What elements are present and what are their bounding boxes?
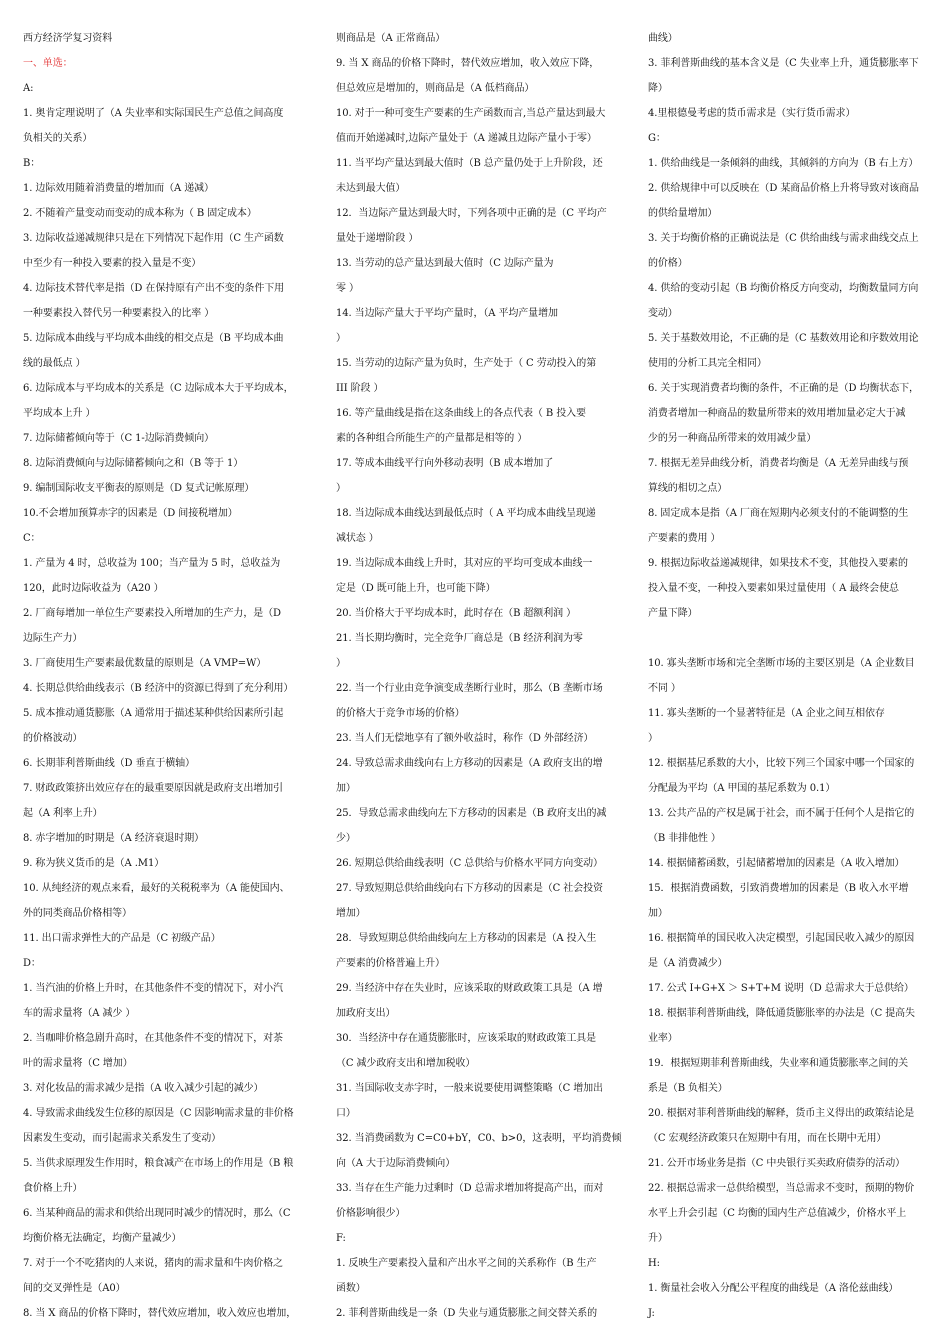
text-line: 33. 当存在生产能力过剩时（D 总需求增加将提高产出，而对 [336, 1183, 604, 1194]
text-line: III 阶段 ） [336, 383, 384, 394]
text-line: 32. 当消费函数为 C=C0+bY，C0、b>0，这表明，平均消费倾 [336, 1133, 622, 1144]
text-line: 少） [336, 833, 356, 844]
text-line: 5. 当供求原理发生作用时，粮食减产在市场上的作用是（B 粮 [23, 1158, 294, 1169]
text-line: 7. 边际储蓄倾向等于（C 1-边际消费倾向） [23, 433, 214, 444]
text-line: 3. 菲利普斯曲线的基本含义是（C 失业率上升，通货膨胀率下 [648, 58, 919, 69]
text-line: 29. 当经济中存在失业时，应该采取的财政政策工具是（A 增 [336, 983, 603, 994]
text-line: 一、单选： [23, 58, 73, 69]
text-line: 11. 寡头垄断的一个显著特征是（A 企业之间互相依存 [648, 708, 885, 719]
column-2 [336, 26, 622, 1326]
text-line: 食价格上升） [23, 1183, 83, 1194]
text-line: 8. 当 X 商品的价格下降时，替代效应增加，收入效应也增加， [23, 1308, 297, 1319]
text-line: ） [336, 483, 346, 494]
text-line: 值而开始递减时,边际产量处于（A 递减且边际产量小于零） [336, 133, 597, 144]
text-line: 零 ） [336, 283, 359, 294]
text-line: 10. 寡头垄断市场和完全垄断市场的主要区别是（A 企业数目 [648, 658, 915, 669]
text-line: （C 宏观经济政策只在短期中有用，而在长期中无用） [648, 1133, 887, 1144]
text-line: 2. 当咖啡价格急剧升高时，在其他条件不变的情况下，对茶 [23, 1033, 283, 1044]
text-line: 5. 关于基数效用论，不正确的是（C 基数效用论和序数效用论 [648, 333, 919, 344]
text-line: A: [23, 83, 34, 94]
text-line: 是（A 消费减少） [648, 958, 728, 969]
text-line: 4.里根德曼考虑的货币需求是（实行货币需求） [648, 108, 856, 119]
text-line: ） [648, 733, 658, 744]
text-line: 19. 当边际成本曲线上升时，其对应的平均可变成本曲线一 [336, 558, 593, 569]
column-3 [648, 26, 931, 1326]
text-line: 间的交叉弹性是（A0） [23, 1283, 126, 1294]
text-line: 使用的分析工具完全相同） [648, 358, 767, 369]
text-line: 价格影响很少） [336, 1208, 406, 1219]
text-line: 2. 菲利普斯曲线是一条（D 失业与通货膨胀之间交替关系的 [336, 1308, 598, 1319]
text-line: 1. 供给曲线是一条倾斜的曲线，其倾斜的方向为（B 右上方） [648, 158, 919, 169]
text-line: 水平上升会引起（C 均衡的国内生产总值减少，价格水平上 [648, 1208, 907, 1219]
text-line: 1. 边际效用随着消费量的增加而（A 递减） [23, 183, 214, 194]
text-line: G： [648, 133, 666, 144]
text-line: 定是（D 既可能上升，也可能下降） [336, 583, 496, 594]
text-line: 7. 对于一个不吃猪肉的人来说，猪肉的需求量和牛肉价格之 [23, 1258, 283, 1269]
text-line: 因素发生变动，而引起需求关系发生了变动） [23, 1133, 221, 1144]
text-line: H: [648, 1258, 660, 1269]
blank-line [648, 626, 931, 651]
text-line: 增加） [336, 908, 366, 919]
text-line: 素的各种组合所能生产的产量都是相等的 ） [336, 433, 528, 444]
text-line: 6. 当某种商品的需求和供给出现同时减少的情况时，那么（C [23, 1208, 291, 1219]
text-line: 7. 根据无差异曲线分析，消费者均衡是（A 无差异曲线与预 [648, 458, 909, 469]
text-line: 120，此时边际收益为（A20 ） [23, 583, 164, 594]
text-line: D： [23, 958, 41, 969]
text-line: 8. 赤字增加的时期是（A 经济衰退时期） [23, 833, 205, 844]
text-line: 的供给量增加） [648, 208, 718, 219]
text-line: 的价格） [648, 258, 688, 269]
text-line: 叶的需求量将（C 增加） [23, 1058, 133, 1069]
text-line: ） [336, 333, 346, 344]
text-line: 10.不会增加预算赤字的因素是（D 间接税增加） [23, 508, 238, 519]
text-line: 25．导致总需求曲线向左下方移动的因素是（B 政府支出的减 [336, 808, 607, 819]
text-line: 28．导致短期总供给曲线向左上方移动的因素是（A 投入生 [336, 933, 597, 944]
text-line: 加政府支出） [336, 1008, 396, 1019]
text-line: C： [23, 533, 41, 544]
text-line: 的价格大于竞争市场的价格） [336, 708, 465, 719]
text-line: 线的最低点 ） [23, 358, 86, 369]
text-line: （C 减少政府支出和增加税收） [336, 1058, 476, 1069]
text-line: 9. 称为狭义货币的是（A .M1） [23, 858, 165, 869]
text-line: 5. 边际成本曲线与平均成本曲线的相交点是（B 平均成本曲 [23, 333, 284, 344]
text-line: 9. 根据边际收益递减规律，如果技术不变，其他投入要素的 [648, 558, 908, 569]
text-line: 4. 导致需求曲线发生位移的原因是（C 因影响需求量的非价格 [23, 1108, 294, 1119]
text-line: 2. 供给规律中可以反映在（D 某商品价格上升将导致对该商品 [648, 183, 919, 194]
text-line: 8. 固定成本是指（A 厂商在短期内必须支付的不能调整的生 [648, 508, 909, 519]
text-line: 均衡价格无法确定，均衡产量减少） [23, 1233, 182, 1244]
text-line: 产要素的费用 ） [648, 533, 721, 544]
text-line: （B 非排他性 ） [648, 833, 721, 844]
text-line: 业率） [648, 1033, 678, 1044]
text-line: 量处于递增阶段 ） [336, 233, 419, 244]
text-line: 外的同类商品价格相等） [23, 908, 132, 919]
text-line: 1. 反映生产要素投入量和产出水平之间的关系称作（B 生产 [336, 1258, 597, 1269]
text-line: 的价格波动） [23, 733, 83, 744]
text-line: 1. 当汽油的价格上升时，在其他条件不变的情况下，对小汽 [23, 983, 283, 994]
text-line: 3. 对化妆品的需求减少是指（A 收入减少引起的减少） [23, 1083, 264, 1094]
text-line: 升） [648, 1233, 668, 1244]
text-line: 系是（B 负相关） [648, 1083, 728, 1094]
text-line: 20. 当价格大于平均成本时，此时存在（B 超额利润 ） [336, 608, 576, 619]
text-line: 6. 关于实现消费者均衡的条件，不正确的是（D 均衡状态下， [648, 383, 919, 394]
text-line: 4. 长期总供给曲线表示（B 经济中的资源已得到了充分利用） [23, 683, 294, 694]
text-line: 16. 根据简单的国民收入决定模型，引起国民收入减少的原因 [648, 933, 915, 944]
text-line: 17. 公式 I+G+X ＞ S+T+M 说明（D 总需求大于总供给） [648, 983, 914, 994]
text-line: 18. 根据菲利普斯曲线，降低通货膨胀率的办法是（C 提高失 [648, 1008, 915, 1019]
text-line: 不同 ） [648, 683, 681, 694]
text-line: 变动） [648, 308, 678, 319]
column-1 [23, 26, 303, 1326]
text-line: 3. 关于均衡价格的正确说法是（C 供给曲线与需求曲线交点上 [648, 233, 919, 244]
text-line: 20. 根据对菲利普斯曲线的解释，货币主义得出的政策结论是 [648, 1108, 915, 1119]
text-line: 未达到最大值） [336, 183, 406, 194]
text-line: 4. 供给的变动引起（B 均衡价格反方向变动，均衡数量同方向 [648, 283, 919, 294]
text-line: 2. 不随着产量变动而变动的成本称为（ B 固定成本） [23, 208, 257, 219]
text-line: 产要素的价格普遍上升） [336, 958, 445, 969]
text-line: 中至少有一种投入要素的投入量是不变） [23, 258, 202, 269]
text-line: 6. 边际成本与平均成本的关系是（C 边际成本大于平均成本， [23, 383, 294, 394]
text-line: 消费者增加一种商品的数量所带来的效用增加量必定大于减 [648, 408, 906, 419]
text-line: 12. 根据基尼系数的大小，比较下列三个国家中哪一个国家的 [648, 758, 915, 769]
text-line: 24. 导致总需求曲线向右上方移动的因素是（A 政府支出的增 [336, 758, 603, 769]
text-line: 15. 当劳动的边际产量为负时，生产处于（ C 劳动投入的第 [336, 358, 597, 369]
text-line: 平均成本上升 ） [23, 408, 96, 419]
text-line: 5. 成本推动通货膨胀（A 通常用于描述某种供给因素所引起 [23, 708, 284, 719]
text-line: 曲线） [648, 33, 678, 44]
text-line: 10. 对于一种可变生产要素的生产函数而言,当总产量达到最大 [336, 108, 606, 119]
text-line: 27. 导致短期总供给曲线向右下方移动的因素是（C 社会投资 [336, 883, 603, 894]
text-line: 9. 当 X 商品的价格下降时，替代效应增加，收入效应下降， [336, 58, 600, 69]
text-line: 少的另一种商品所带来的效用减少量） [648, 433, 817, 444]
text-line: 22. 当一个行业由竞争演变成垄断行业时，那么（B 垄断市场 [336, 683, 603, 694]
text-line: 11. 出口需求弹性大的产品是（C 初级产品） [23, 933, 221, 944]
text-line: J: [648, 1308, 655, 1319]
text-line: 22. 根据总需求一总供给模型，当总需求不变时，预期的物价 [648, 1183, 915, 1194]
text-line: 产量下降） [648, 608, 698, 619]
text-line: 19．根据短期菲利普斯曲线，失业率和通货膨胀率之间的关 [648, 1058, 909, 1069]
text-line: 1. 衡量社会收入分配公平程度的曲线是（A 洛伦兹曲线） [648, 1283, 899, 1294]
text-line: 一种要素投入替代另一种要素投入的比率 ） [23, 308, 215, 319]
text-line: 18. 当边际成本曲线达到最低点时（ A 平均成本曲线呈现递 [336, 508, 596, 519]
text-line: 23. 当人们无偿地享有了额外收益时，称作（D 外部经济） [336, 733, 594, 744]
text-line: 加） [648, 908, 668, 919]
text-line: 函数） [336, 1283, 366, 1294]
text-line: 26. 短期总供给曲线表明（C 总供给与价格水平同方向变动） [336, 858, 603, 869]
text-line: 起（A 利率上升） [23, 808, 103, 819]
text-line: 口） [336, 1108, 356, 1119]
text-line: 9. 编制国际收支平衡表的原则是（D 复式记帐原理） [23, 483, 255, 494]
text-line: 1. 奥肯定理说明了（A 失业率和实际国民生产总值之间高度 [23, 108, 284, 119]
text-line: 15．根据消费函数，引致消费增加的因素是（B 收入水平增 [648, 883, 909, 894]
text-line: 车的需求量将（A 减少 ） [23, 1008, 136, 1019]
text-line: 16. 等产量曲线是指在这条曲线上的各点代表（ B 投入要 [336, 408, 586, 419]
text-line: 减状态 ） [336, 533, 379, 544]
text-line: 4. 边际技术替代率是指（D 在保持原有产出不变的条件下用 [23, 283, 285, 294]
text-line: 加） [336, 783, 356, 794]
text-line: 8. 边际消费倾向与边际储蓄倾向之和（B 等于 1） [23, 458, 244, 469]
text-line: B： [23, 158, 41, 169]
text-line: 10. 从纯经济的观点来看，最好的关税税率为（A 能使国内、 [23, 883, 290, 894]
text-line: F: [336, 1233, 346, 1244]
text-line: 17. 等成本曲线平行向外移动表明（B 成本增加了 [336, 458, 554, 469]
text-line: 12．当边际产量达到最大时，下列各项中正确的是（C 平均产 [336, 208, 607, 219]
text-line: 31. 当国际收支赤字时，一般来说要使用调整策略（C 增加出 [336, 1083, 603, 1094]
text-line: 边际生产力） [23, 633, 83, 644]
text-line: 21. 当长期均衡时，完全竞争厂商总是（B 经济利润为零 [336, 633, 583, 644]
text-line: 2. 厂商每增加一单位生产要素投入所增加的生产力，是（D [23, 608, 281, 619]
text-line: 1. 产量为 4 时，总收益为 100；当产量为 5 时，总收益为 [23, 558, 281, 569]
text-line: 投入量不变，一种投入要素如果过量使用（ A 最终会使总 [648, 583, 899, 594]
text-line: 6. 长期菲利普斯曲线（D 垂直于横轴） [23, 758, 195, 769]
text-line: 分配最为平均（A 甲国的基尼系数为 0.1） [648, 783, 836, 794]
text-line: 但总效应是增加的，则商品是（A 低档商品） [336, 83, 535, 94]
text-line: 21. 公开市场业务是指（C 中央银行买卖政府债券的活动） [648, 1158, 906, 1169]
text-line: 3. 厂商使用生产要素最优数量的原则是（A VMP=W） [23, 658, 267, 669]
text-line: ） [336, 658, 346, 669]
text-line: 向（A 大于边际消费倾向） [336, 1158, 456, 1169]
text-line: 11. 当平均产量达到最大值时（B 总产量仍处于上升阶段，还 [336, 158, 603, 169]
text-line: 降） [648, 83, 668, 94]
text-line: 则商品是（A 正常商品） [336, 33, 446, 44]
text-line: 3. 边际收益递减规律只是在下列情况下起作用（C 生产函数 [23, 233, 284, 244]
text-line: 30．当经济中存在通货膨胀时，应该采取的财政政策工具是 [336, 1033, 597, 1044]
text-line: 14. 当边际产量大于平均产量时，（A 平均产量增加 [336, 308, 558, 319]
text-line: 7. 财政政策挤出效应存在的最重要原因就是政府支出增加引 [23, 783, 283, 794]
text-line: 13. 当劳动的总产量达到最大值时（C 边际产量为 [336, 258, 554, 269]
text-line: 13. 公共产品的产权是属于社会，而不属于任何个人是指它的 [648, 808, 915, 819]
text-line: 算线的相切之点） [648, 483, 728, 494]
text-line: 14. 根据储蓄函数，引起储蓄增加的因素是（A 收入增加） [648, 858, 905, 869]
text-line: 西方经济学复习资料 [23, 33, 113, 44]
text-line: 负相关的关系） [23, 133, 93, 144]
